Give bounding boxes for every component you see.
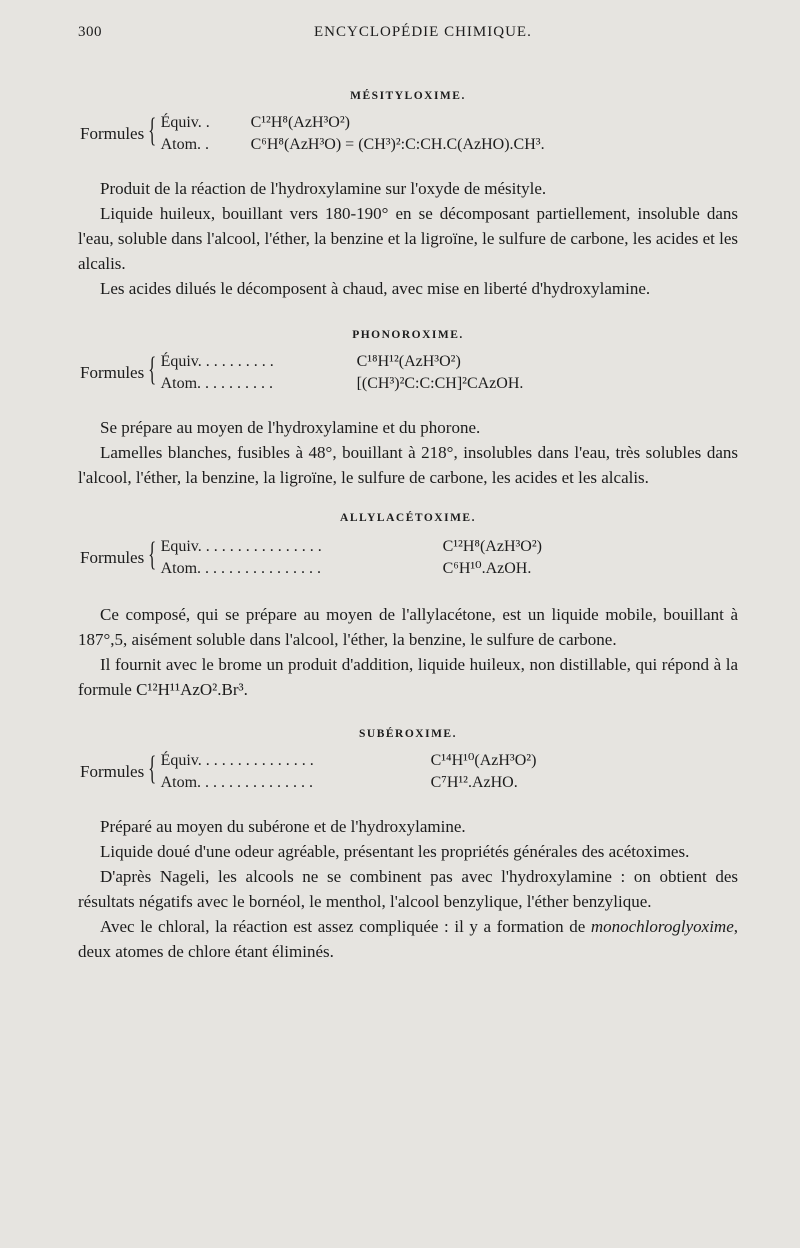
formula-value: C¹²H⁸(AzH³O²) (250, 114, 350, 131)
paragraph-text: Avec le chloral, la réaction est assez compliquée : il y a formation de (100, 917, 591, 936)
formula-row-equiv (161, 536, 542, 558)
formula-row-equiv (161, 750, 537, 772)
section-title-mesityloxime: MÉSITYLOXIME. (350, 90, 466, 102)
formula-row-atom (161, 772, 537, 794)
brace-icon: { (148, 750, 157, 787)
paragraph: Les acides dilués le décomposent à chaud, avec mise en liberté d'hydroxylamine. (100, 279, 651, 298)
running-head (78, 24, 738, 54)
page-number: 300 (78, 24, 102, 40)
formula-key: Atom. . (160, 136, 210, 153)
section-title-allylacetoxime: ALLYLACÉTOXIME. (340, 512, 476, 524)
formula-key: Équiv. . (160, 114, 210, 131)
formulas-label: Formules (80, 548, 145, 567)
formula-row-equiv (161, 351, 524, 373)
formula-key: Équiv. . . . . . . . . . . . . . . (160, 752, 314, 769)
formula-key: Équiv. . . . . . . . . . (160, 353, 274, 370)
formula-row-atom (161, 373, 524, 395)
paragraph-text: , deux atomes de chlore étant éliminés. (78, 917, 738, 961)
formulas-label: Formules (80, 762, 145, 781)
italic-term: monochloroglyoxime (590, 917, 734, 936)
formula-block-suberoxime (78, 750, 738, 794)
formula-value: [(CH³)²C:C:CH]²CAzOH. (356, 375, 524, 392)
paragraph: Lamelles blanches, fusibles à 48°, bouillant à 218°, insolubles dans l'eau, très solubles dans l'alcool, l'éther, la benzine, la ligroïne, le sulfure de carbone, les acides et les alcalis. (78, 443, 738, 487)
formula-block-allylacetoxime (78, 536, 738, 580)
paragraph (78, 914, 738, 964)
paragraph: D'après Nageli, les alcools ne se combinent pas avec l'hydroxylamine : on obtient des résultats négatifs avec le bornéol, le menthol, l'alcool benzylique, l'éther benzylique. (78, 867, 738, 911)
running-title: ENCYCLOPÉDIE CHIMIQUE. (314, 24, 532, 40)
formulas-label: Formules (80, 363, 145, 382)
formula-key: Atom. . . . . . . . . . . . . . . . (160, 560, 322, 577)
brace-icon: { (148, 112, 157, 149)
paragraph: Liquide huileux, bouillant vers 180-190° en se décomposant partiellement, insoluble dans l'eau, soluble dans l'alcool, l'éther, la benzine et la ligroïne, le sulfure de carbone, les acides et les alcalis. (78, 204, 738, 273)
formula-key: Equiv. . . . . . . . . . . . . . . . (160, 538, 322, 555)
formula-row-atom (161, 134, 545, 156)
paragraph: Ce composé, qui se prépare au moyen de l'allylacétone, est un liquide mobile, bouillant à 187°,5, aisément soluble dans l'alcool, l'éther, la benzine, le sulfure de carbone. (78, 605, 738, 649)
formula-block-phonoroxime (78, 351, 738, 395)
section-title-suberoxime: SUBÉROXIME. (359, 728, 457, 740)
paragraph: Liquide doué d'une odeur agréable, présentant les propriétés générales des acétoximes. (100, 842, 690, 861)
brace-icon: { (148, 536, 157, 573)
formula-row-atom (161, 558, 542, 580)
formula-value: C¹²H⁸(AzH³O²) (442, 538, 542, 555)
section-title-phonoroxime: PHONOROXIME. (352, 329, 464, 341)
formula-key: Atom. . . . . . . . . . . . . . . (160, 774, 314, 791)
formula-key: Atom. . . . . . . . . . (160, 375, 274, 392)
formula-value: C⁶H¹⁰.AzOH. (442, 560, 532, 577)
brace-icon: { (148, 351, 157, 388)
formula-row-equiv (161, 112, 545, 134)
formula-value: C⁶H⁸(AzH³O) = (CH³)²:C:CH.C(AzHO).CH³. (250, 136, 545, 153)
formula-block-mesityloxime (78, 112, 738, 156)
formula-value: C¹⁴H¹⁰(AzH³O²) (430, 752, 537, 769)
formulas-label: Formules (80, 124, 145, 143)
paragraph: Préparé au moyen du subérone et de l'hydroxylamine. (100, 817, 466, 836)
formula-value: C⁷H¹².AzHO. (430, 774, 518, 791)
paragraph: Produit de la réaction de l'hydroxylamine sur l'oxyde de mésityle. (100, 179, 547, 198)
formula-value: C¹⁸H¹²(AzH³O²) (356, 353, 461, 370)
paragraph: Se prépare au moyen de l'hydroxylamine et du phorone. (100, 418, 481, 437)
paragraph: Il fournit avec le brome un produit d'addition, liquide huileux, non distillable, qui répond à la formule C¹²H¹¹AzO².Br³. (78, 655, 738, 699)
